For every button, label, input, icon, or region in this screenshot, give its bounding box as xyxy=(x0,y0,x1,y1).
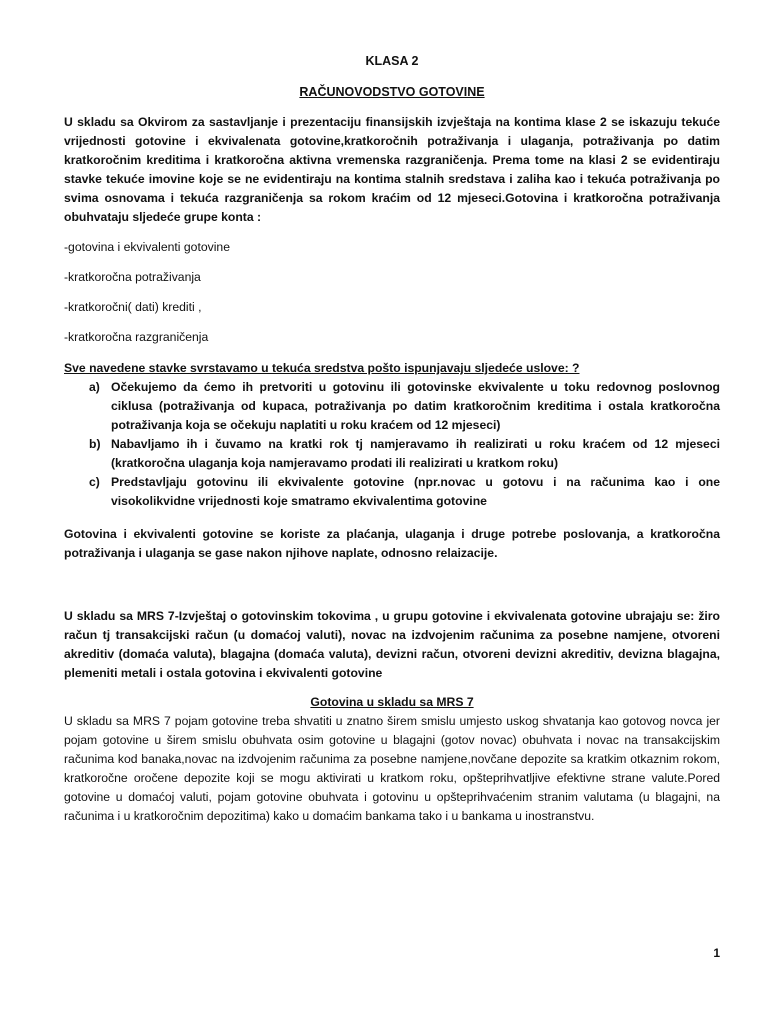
condition-marker: a) xyxy=(89,380,100,394)
document-title: KLASA 2 xyxy=(365,54,419,68)
condition-text: Predstavljaju gotovinu ili ekvivalente gotovine (npr.novac u gotovu i na računima kao i one visokolikvidne vrijednosti koje smatramo ekvivalentima gotovine xyxy=(111,475,720,508)
group-item-credits: -kratkoročni( dati) krediti , xyxy=(64,300,202,314)
group-item-accruals: -kratkoročna razgraničenja xyxy=(64,330,209,344)
usage-paragraph: Gotovina i ekvivalenti gotovine se koriste za plaćanja, ulaganja i druge potrebe poslovanja, a kratkoročna potraživanja i ulaganja se gase nakon njihove naplate, odnosno relaizacije. xyxy=(64,527,720,560)
mrs7-paragraph: U skladu sa MRS 7-Izvještaj o gotovinskim tokovima , u grupu gotovine i ekvivalenata gotovine ubrajaju se: žiro račun tj transakcijski račun (u domaćoj valuti), novac na izdvojenim računima za posebne namjene, otvoreni akreditiv (domaća valuta), blagajna (domaća valuta), devizni račun, otvoreni devizni akreditiv, devizna blagajna, plemeniti metali i ostala gotovina i ekvivalenti gotovine xyxy=(64,609,720,680)
condition-item xyxy=(64,473,720,511)
document-subtitle: RAČUNOVODSTVO GOTOVINE xyxy=(299,85,485,99)
condition-item xyxy=(64,378,720,435)
condition-text: Nabavljamo ih i čuvamo na kratki rok tj namjeravamo ih realizirati u roku kraćem od 12 mjeseci (kratkoročna ulaganja koja namjeravamo prodati ili realizirati u kratkom roku) xyxy=(111,437,720,470)
condition-text: Očekujemo da ćemo ih pretvoriti u gotovinu ili gotovinske ekvivalente u toku redovnog poslovnog ciklusa (potraživanja od kupaca, potraživanja po datim kratkoročnim kreditima i ostala kratkoročna potraživanja koja se očekuju naplatiti u roku kraćem od 12 mjeseci) xyxy=(111,380,720,432)
conditions-question: Sve navedene stavke svrstavamo u tekuća sredstva pošto ispunjavaju sljedeće uslove: ? xyxy=(64,361,580,375)
group-item-cash: -gotovina i ekvivalenti gotovine xyxy=(64,240,230,254)
section-heading: Gotovina u skladu sa MRS 7 xyxy=(310,695,474,709)
section-paragraph: U skladu sa MRS 7 pojam gotovine treba shvatiti u znatno širem smislu umjesto uskog shvatanja kao gotovog novca jer pojam gotovine u širem smislu obuhvata osim gotovine u blagajni (gotov novac) obuhvata i novac na transakcijskim računima kod banaka,novac na izdvojenim računima za posebne namjene,novčane depozite sa kratkim otkaznim rokom, kratkoročne oročene depozite koji se mogu aktivirati u kratkom roku, opšteprihvatljive efektivne strane valute.Pored gotovine u domaćoj valuti, pojam gotovine obuhvata i gotovinu u opšteprihvaćenim stranim valutama (u blagajni, na računima i u kratkoročnim depozitima) kako u domaćim bankama tako i u bankama u inostranstvu. xyxy=(64,714,720,823)
conditions-list xyxy=(64,378,720,511)
intro-paragraph: U skladu sa Okvirom za sastavljanje i prezentaciju finansijskih izvještaja na kontima klase 2 se iskazuju tekuće vrijednosti gotovine i ekvivalenata gotovine,kratkoročnih potraživanja i ulaganja, potraživanja po datim kratkoročnim kreditima i kratkoročna aktivna vremenska razgraničenja. Prema tome na klasi 2 se evidentiraju stavke tekuće imovine koje se ne evidentiraju na kontima stalnih sredstava i zaliha kao i tekuća potraživanja po svima osnovama i tekuća razgraničenja sa rokom kraćim od 12 mjeseci.Gotovina i kratkoročna potraživanja obuhvataju sljedeće grupe konta : xyxy=(64,115,720,224)
condition-marker: c) xyxy=(89,475,100,489)
group-item-receivables: -kratkoročna potraživanja xyxy=(64,270,201,284)
condition-marker: b) xyxy=(89,437,101,451)
condition-item xyxy=(64,435,720,473)
page-number: 1 xyxy=(713,946,720,960)
